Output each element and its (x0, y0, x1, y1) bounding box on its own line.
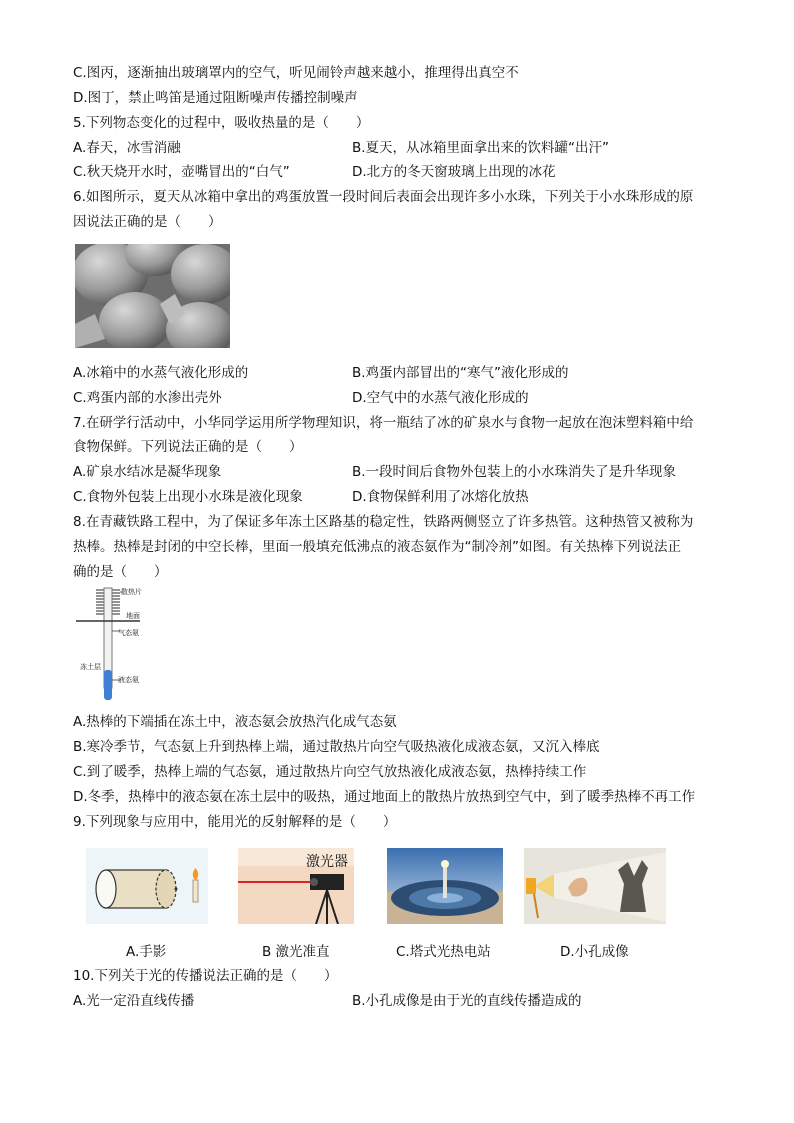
heat-pipe-diagram (76, 584, 156, 710)
q8-option-d: D.冬季，热棒中的液态氨在冻土层中的吸热，通过地面上的散热片放热到空气中，到了暖季热棒不再工作 (73, 789, 696, 805)
pinhole-camera-image (86, 848, 208, 924)
question-6-stem-line1: 6.如图所示，夏天从冰箱中拿出的鸡蛋放置一段时间后表面会出现许多小水珠，下列关于小水珠形成的原 (73, 189, 694, 205)
q5-option-c: C.秋天烧开水时，壶嘴冒出的“白气” (73, 164, 290, 180)
label-permafrost: 冻土层 (80, 663, 101, 671)
question-8-stem-line1: 8.在青藏铁路工程中，为了保证多年冻土区路基的稳定性，铁路两侧竖立了许多热管。这种热管又被称为 (73, 514, 694, 530)
q10-option-b: B.小孔成像是由于光的直线传播造成的 (352, 993, 582, 1009)
q10-option-a: A.光一定沿直线传播 (73, 993, 195, 1009)
label-ground: 地面 (126, 612, 140, 620)
q5-option-d: D.北方的冬天窗玻璃上出现的冰花 (352, 164, 556, 180)
q6-option-b: B.鸡蛋内部冒出的“寒气”液化形成的 (352, 365, 569, 381)
eggs-photo (75, 244, 230, 348)
question-9-stem: 9.下列现象与应用中，能用光的反射解释的是（ ） (73, 814, 397, 830)
q9-caption-b: B 激光准直 (262, 944, 330, 960)
q7-option-a: A.矿泉水结冰是凝华现象 (73, 464, 222, 480)
q9-caption-a: A.手影 (126, 944, 167, 960)
q6-option-c: C.鸡蛋内部的水渗出壳外 (73, 390, 222, 406)
question-10-stem: 10.下列关于光的传播说法正确的是（ ） (73, 968, 338, 984)
prev-option-d: D.图丁，禁止鸣笛是通过阻断噪声传播控制噪声 (73, 90, 358, 106)
q7-option-b: B.一段时间后食物外包装上的小水珠消失了是升华现象 (352, 464, 677, 480)
question-7-stem-line1: 7.在研学行活动中，小华同学运用所学物理知识，将一瓶结了冰的矿泉水与食物一起放在泡沫塑料箱中给 (73, 415, 694, 431)
label-liquid-ammonia: 液态氨 (118, 676, 139, 684)
q6-option-d: D.空气中的水蒸气液化形成的 (352, 390, 529, 406)
q5-option-b: B.夏天，从冰箱里面拿出来的饮料罐“出汗” (352, 140, 610, 156)
q9-caption-d: D.小孔成像 (560, 944, 629, 960)
hand-shadow-image (524, 848, 666, 924)
q6-option-a: A.冰箱中的水蒸气液化形成的 (73, 365, 249, 381)
q7-option-d: D.食物保鲜利用了冰熔化放热 (352, 489, 529, 505)
question-6-stem-line2: 因说法正确的是（ ） (73, 214, 222, 230)
label-fins: 散热片 (121, 588, 142, 596)
question-8-stem-line2: 热棒。热棒是封闭的中空长棒，里面一般填充低沸点的液态氨作为“制冷剂”如图。有关热棒下列说法正 (73, 539, 681, 555)
q8-option-b: B.寒冷季节，气态氨上升到热棒上端，通过散热片向空气吸热液化成液态氨，又沉入棒底 (73, 739, 600, 755)
question-5-stem: 5.下列物态变化的过程中，吸收热量的是（ ） (73, 115, 370, 131)
solar-tower-image (387, 848, 503, 924)
q8-option-a: A.热棒的下端插在冻土中，液态氨会放热汽化成气态氨 (73, 714, 397, 730)
label-gas-ammonia: 气态氨 (118, 629, 139, 637)
q9-caption-c: C.塔式光热电站 (396, 944, 491, 960)
q5-option-a: A.春天，冰雪消融 (73, 140, 181, 156)
q8-option-c: C.到了暖季，热棒上端的气态氨，通过散热片向空气放热液化成液态氨，热棒持续工作 (73, 764, 587, 780)
laser-device-label: 激光器 (306, 854, 348, 870)
q7-option-c: C.食物外包装上出现小水珠是液化现象 (73, 489, 303, 505)
question-8-stem-line3: 确的是（ ） (73, 564, 168, 580)
question-7-stem-line2: 食物保鲜。下列说法正确的是（ ） (73, 439, 303, 455)
prev-option-c: C.图丙，逐渐抽出玻璃罩内的空气，听见闹铃声越来越小，推理得出真空不 (73, 65, 519, 81)
